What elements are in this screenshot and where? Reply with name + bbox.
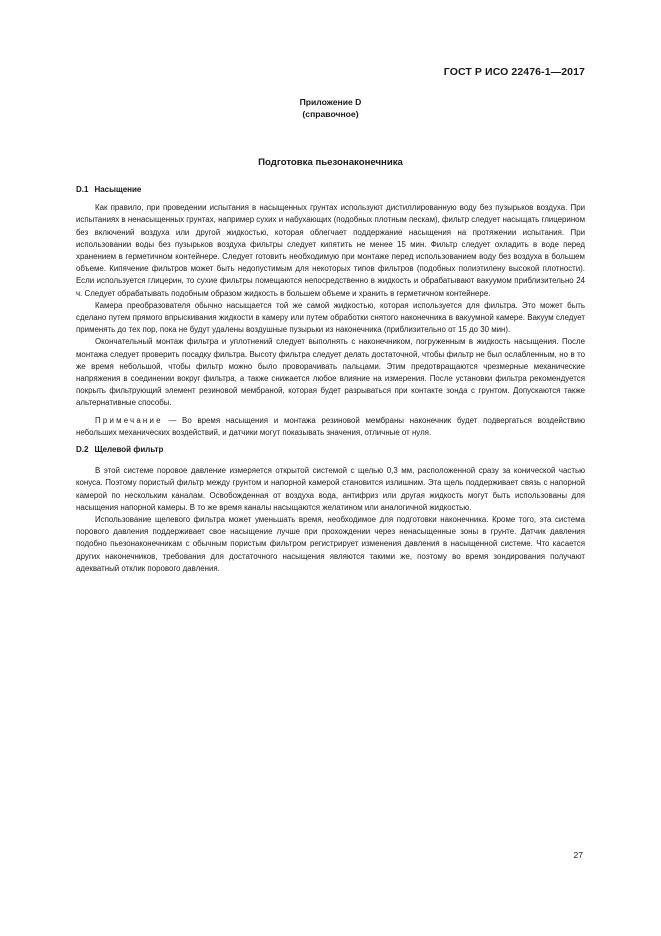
section-heading-text: Насыщение — [94, 185, 142, 194]
document-body — [76, 184, 585, 575]
note-text: — Во время насыщения и монтажа резиновой мембраны наконечник будет подвергаться воздействию небольших механических воздействий, и датчики могут показывать значения, отличные от нуля. — [76, 415, 585, 437]
section-heading-d2 — [76, 444, 585, 456]
paragraph: Как правило, при проведении испытания в насыщенных грунтах используют дистиллированную воду без пузырьков воздуха. При испытаниях в ненасыщенных грунтах, например сухих и набухающих (подобных плотным пескам), фильтр следует насыщать глицерином без включений воздуха или другой жидкостью, которая облегчает поддержание насыщения на протяжении испытания. При использовании воды без пузырьков воздуха фильтры следует кипятить не менее 15 мин. Фильтр следует охладить в воде перед хранением в герметичном контейнере. Следует готовить необходимую при монтаже перед использованием воду без воздуха в большем объеме. Кипячение фильтров может быть недопустимым для некоторых типов фильтров (подобных полиэтилену высокой плотности). Если используется глицерин, то сухие фильтры помещаются непосредственно в жидкость и обрабатывают вакуумом приблизительно 24 ч. Следует обрабатывать подобным образом жидкость в большем объеме и хранить в герметичном контейнере. — [76, 203, 585, 298]
section-number: D.1 — [76, 185, 89, 194]
section-heading-d1 — [76, 184, 585, 196]
document-code-header: ГОСТ Р ИСО 22476-1—2017 — [443, 66, 585, 78]
page-title: Подготовка пьезонаконечника — [258, 157, 403, 168]
annex-title: Приложение D — [299, 97, 362, 107]
paragraph: Окончательный монтаж фильтра и уплотнений следует выполнять с наконечником, погруженным в жидкость насыщения. После монтажа следует проверить посадку фильтра. Высоту фильтра следует делать достаточной, чтобы фильтр не был ослабленным, но в то же время небольшой, чтобы фильтр можно было проворачивать пальцами. Этим предотвращаются чрезмерные механические напряжения в соединении вокруг фильтра, а также снижается любое влияние на измерения. После установки фильтра рекомендуется покрыть фильтрующий элемент резиновой мембраной, которая будет разрываться при контакте зонда с грунтом. Допускаются также альтернативные способы. — [76, 337, 585, 408]
annex-type: (справочное) — [302, 109, 359, 119]
section-heading-text: Щелевой фильтр — [94, 445, 164, 455]
page-number: 27 — [573, 850, 583, 860]
paragraph: Камера преобразователя обычно насыщается той же самой жидкостью, которая используется для фильтра. Это может быть сделано путем прямого впрыскивания жидкости в камеру или путем обработки снятого наконечника в вакуумной камере. Вакуум следует применять до тех пор, пока не будут удалены воздушные пузырьки из наконечника (приблизительно от 15 до 30 мин). — [76, 300, 585, 335]
note — [76, 415, 585, 439]
paragraph: Использование щелевого фильтра может уменьшать время, необходимое для подготовки наконечника. Кроме того, эта система порового давления поддерживает свое насыщение лучше при прохождении через ненасыщенные зоны в грунте. Датчик давления подобно пьезонаконечникам с обычным пористым фильтром регистрирует изменения давления в насыщенной системе. Что касается других наконечников, требования для достаточного насыщения являются такими же, поэтому во время зондирования получают адекватный отклик порового давления. — [76, 515, 585, 573]
section-number: D.2 — [76, 445, 89, 455]
paragraph: В этой системе поровое давление измеряется открытой системой с щелью 0,3 мм, расположенной сразу за конической частью конуса. Поэтому пористый фильтр между грунтом и напорной камерой становится излишним. Эта щель поддерживает связь с напорной камерой по нескольким каналам. Освобожденная от воздуха вода, антифриз или другая жидкость могут быть использованы для насыщения напорной камеры. В то же время каналы насыщаются желатином или аналогичной жидкостью. — [76, 466, 585, 512]
annex-heading — [0, 96, 661, 120]
note-label: Примечание — [95, 415, 163, 425]
